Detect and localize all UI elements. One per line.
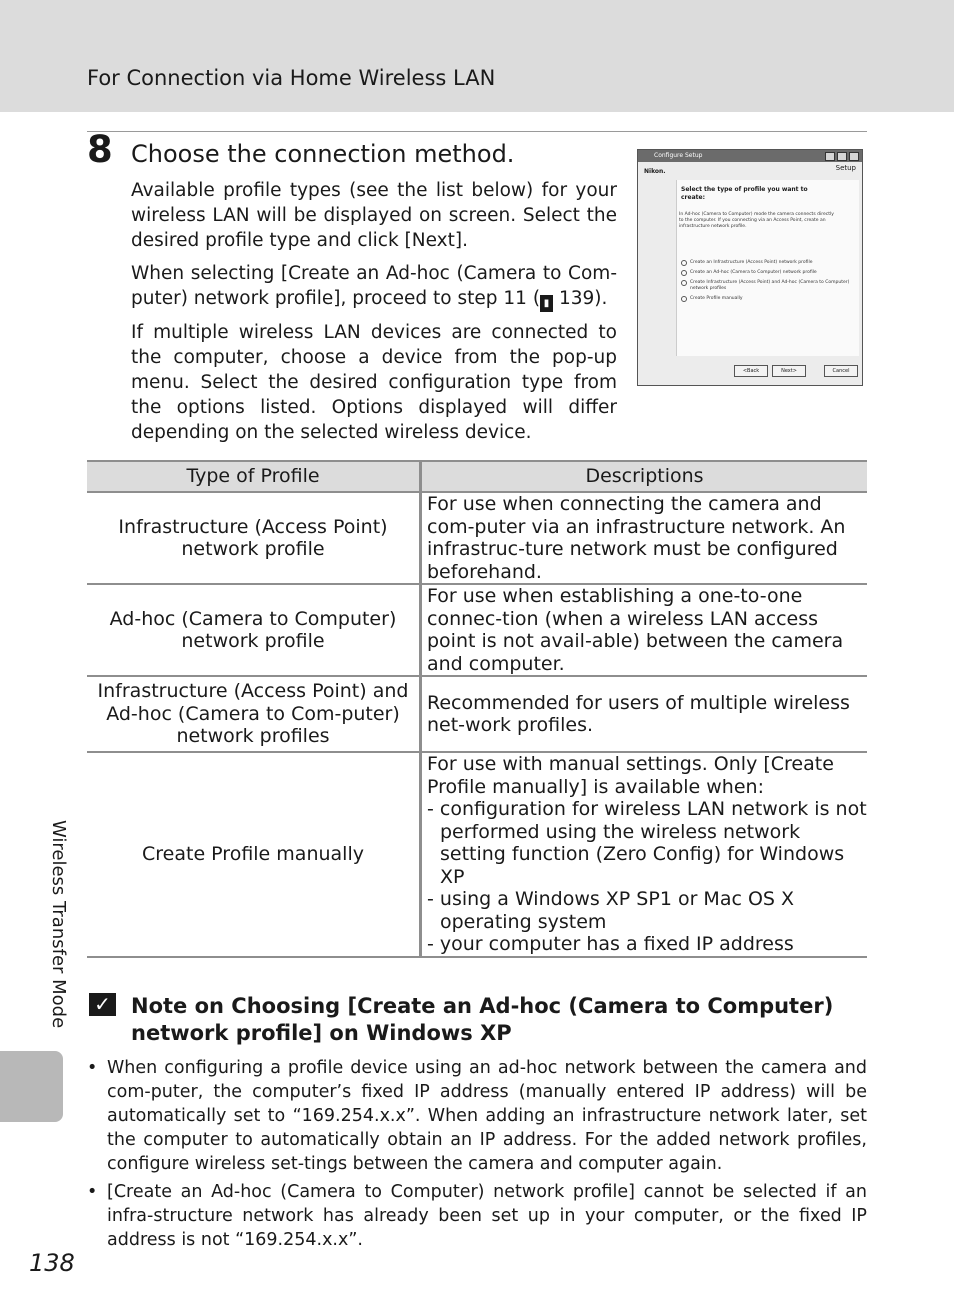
radio-icon (681, 280, 687, 286)
column-header-type: Type of Profile (87, 461, 421, 492)
radio-icon (681, 270, 687, 276)
note-list (87, 1056, 867, 1256)
close-icon (849, 152, 859, 161)
cancel-button: Cancel (824, 365, 858, 377)
step-paragraph-2: When selecting [Create an Ad-hoc (Camera to Com-puter) network profile], proceed to step 11 ( ▮ 139). (131, 261, 617, 312)
back-button: <Back (734, 365, 768, 377)
step-paragraph-3: If multiple wireless LAN devices are connected to the computer, choose a device from the pop-up menu. Select the desired configuration type from the options listed. Options displayed will differ depending on the selected wireless device. (131, 322, 617, 443)
condition-item: - your computer has a fixed IP address (427, 933, 794, 955)
table-header-row (87, 461, 867, 492)
side-chapter-label: Wireless Transfer Mode (48, 820, 69, 1029)
profile-desc-cell: For use when connecting the camera and com-puter via an infrastructure network. An infrastruc-ture network must be configured beforehand. (421, 492, 868, 584)
profile-type-cell: Infrastructure (Access Point) network profile (87, 492, 421, 584)
profile-option: Create an Ad-hoc (Camera to Computer) network profile (681, 270, 851, 276)
profile-desc-cell: For use when establishing a one-to-one connec-tion (when a wireless LAN access point is not avail-able) between the camera and computer. (421, 584, 868, 676)
table-row (87, 584, 867, 676)
page-number: 138 (29, 1249, 75, 1277)
profile-option: Create Infrastructure (Access Point) and Ad-hoc (Camera to Computer) network profiles (681, 280, 851, 292)
profile-table (87, 460, 867, 958)
note-checkmark-icon: ✓ (89, 993, 116, 1016)
note-item: • [Create an Ad-hoc (Camera to Computer) network profile] cannot be selected if an infra-structure network has already been set up in your computer, or the fixed IP address is not “169.254.x.x”. (87, 1182, 867, 1250)
table-row (87, 492, 867, 584)
profile-options (681, 260, 851, 306)
divider (87, 131, 867, 132)
brand-label: Nikon. (644, 168, 666, 175)
dialog-titlebar: Configure Setup (638, 150, 862, 162)
radio-icon (681, 260, 687, 266)
condition-item: - using a Windows XP SP1 or Mac OS X operating system (427, 888, 795, 933)
step-body (131, 178, 617, 453)
radio-icon (681, 296, 687, 302)
bullet-icon: • (87, 1058, 98, 1078)
profile-option: Create Profile manually (681, 296, 851, 302)
header-band (0, 0, 954, 112)
profile-type-cell: Infrastructure (Access Point) and Ad-hoc (Camera to Com-puter) network profiles (87, 676, 421, 752)
page-reference-icon: ▮ (540, 295, 553, 312)
dialog-prompt: Select the type of profile you want to create: (681, 186, 808, 201)
note-title: Note on Choosing [Create an Ad-hoc (Camera to Computer) network profile] on Windows XP (131, 994, 834, 1045)
section-header: For Connection via Home Wireless LAN (87, 66, 496, 90)
minimize-icon (825, 152, 835, 161)
profile-desc-cell: Recommended for users of multiple wireless net-work profiles. (421, 676, 868, 752)
profile-option: Create an Infrastructure (Access Point) network profile (681, 260, 851, 266)
side-chapter-tab (0, 1051, 63, 1122)
setup-logo: Setup (835, 164, 856, 172)
dialog-description: In Ad-hoc (Camera to Computer) mode the camera connects directly to the computer. If you connecting via an Access Point, create an infrastructure network profile. (679, 212, 834, 229)
condition-item: - configuration for wireless LAN network is not performed using the wireless network setting function (Zero Config) for Windows XP (427, 798, 867, 888)
bullet-icon: • (87, 1182, 98, 1202)
profile-type-cell: Create Profile manually (87, 752, 421, 957)
table-row (87, 676, 867, 752)
dialog-panel (676, 180, 859, 356)
step-number: 8 (87, 128, 113, 171)
profile-desc-cell: For use with manual settings. Only [Create Profile manually] is available when: - configuration for wireless LAN network is not performed using the wireless network setting function (Zero Config) for Windows XP - using a Windows XP SP1 or Mac OS X operating system - your computer has a fixed IP address (421, 752, 868, 957)
column-header-descriptions: Descriptions (421, 461, 868, 492)
next-button: Next> (772, 365, 806, 377)
maximize-icon (837, 152, 847, 161)
profile-type-cell: Ad-hoc (Camera to Computer) network profile (87, 584, 421, 676)
setup-dialog-screenshot (637, 149, 863, 386)
note-item: • When configuring a profile device using an ad-hoc network between the camera and com-puter, the computer’s fixed IP address (manually entered IP address) will be automatically set to “169.254.x.x”. When adding an infrastructure network later, set the computer to automatically obtain an IP address. For the added network profiles, configure wireless set-tings between the camera and computer again. (87, 1058, 867, 1174)
step-title: Choose the connection method. (131, 140, 515, 168)
step-paragraph-1: Available profile types (see the list below) for your wireless LAN will be displayed on screen. Select the desired profile type and click [Next]. (131, 180, 617, 251)
table-row (87, 752, 867, 957)
dialog-buttons (734, 365, 858, 377)
